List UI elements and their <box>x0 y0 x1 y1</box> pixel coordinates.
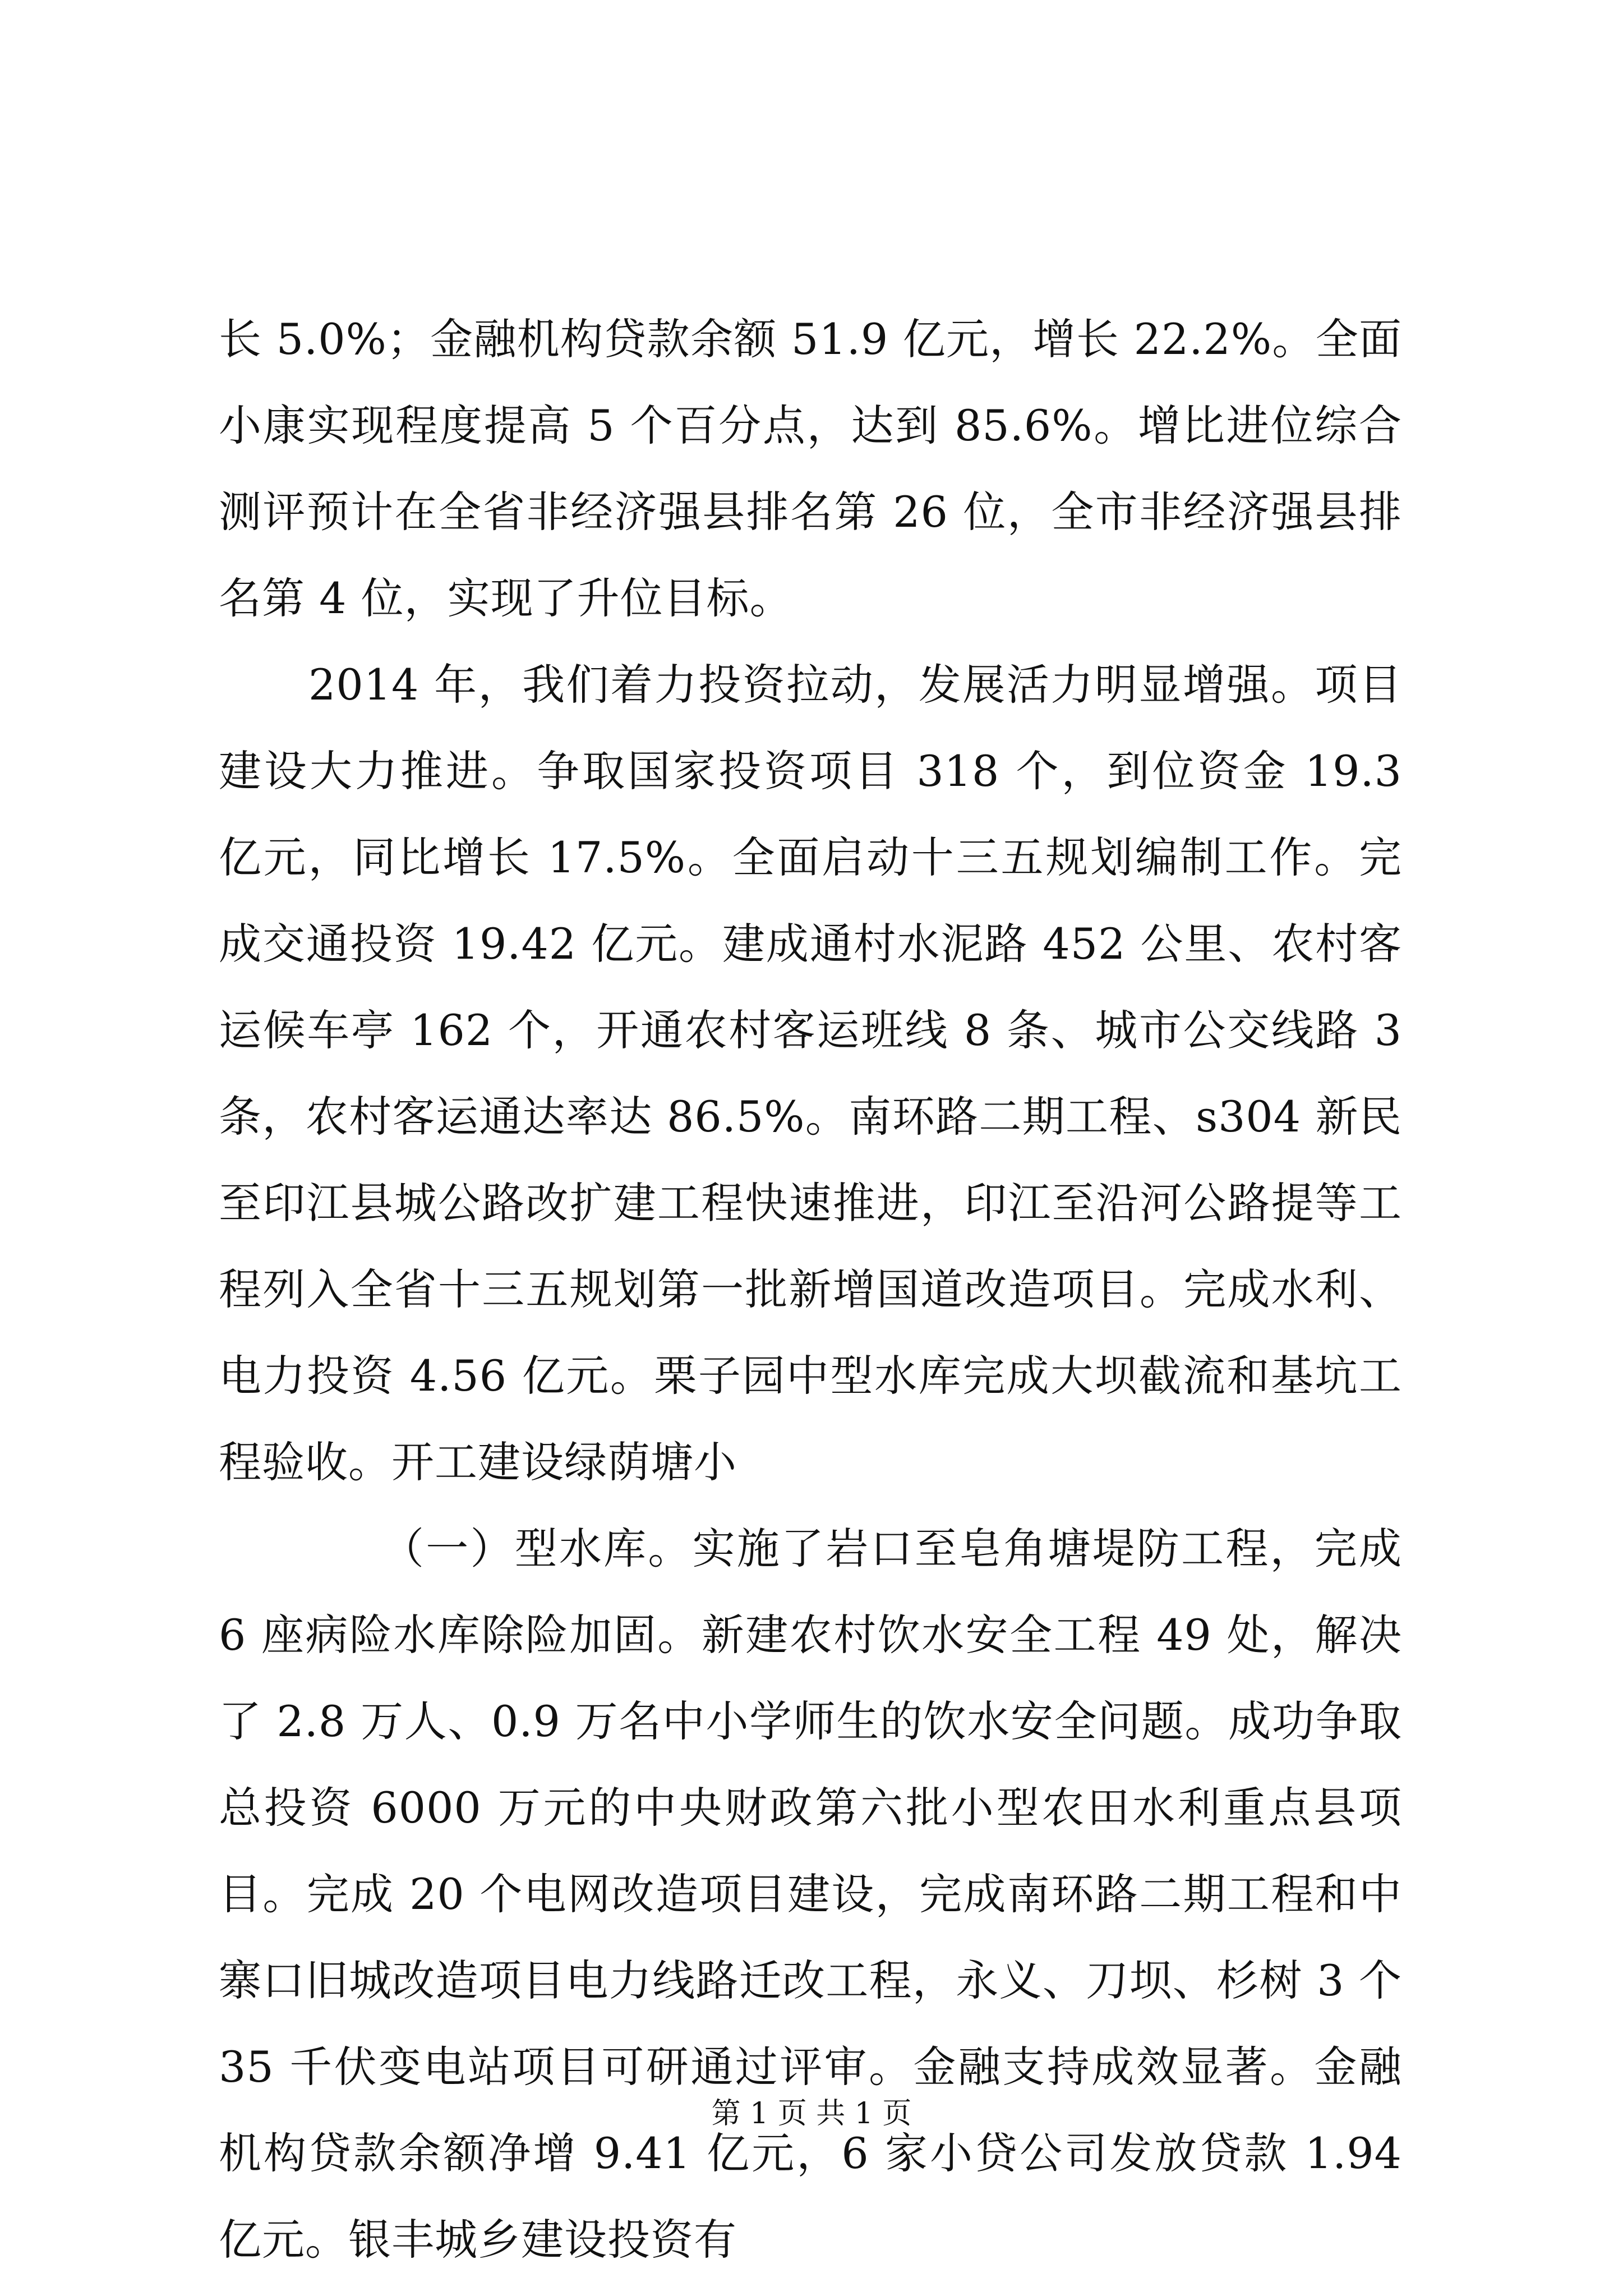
paragraph-investment: 2014 年，我们着力投资拉动，发展活力明显增强。项目建设大力推进。争取国家投资项目 318 个，到位资金 19.3 亿元，同比增长 17.5%。全面启动十三五规划编制工作。完成交通投资 19.42 亿元。建成通村水泥路 452 公里、农村客运候车亭 162 个，开通农村客运班线 8 条、城市公交线路 3 条，农村客运通达率达 86.5%。南环路二期工程、s304 新民至印江县城公路改扩建工程快速推进，印江至沿河公路提等工程列入全省十三五规划第一批新增国道改造项目。完成水利、电力投资 4.56 亿元。栗子园中型水库完成大坝截流和基坑工程验收。开工建设绿荫塘小 <box>219 660 1402 1487</box>
document-body <box>219 296 1402 2283</box>
paragraph-water-projects: （一）型水库。实施了岩口至皂角塘堤防工程，完成 6 座病险水库除险加固。新建农村饮水安全工程 49 处，解决了 2.8 万人、0.9 万名中小学师生的饮水安全问题。成功争取总投资 6000 万元的中央财政第六批小型农田水利重点县项目。完成 20 个电网改造项目建设，完成南环路二期工程和中寨口旧城改造项目电力线路迁改工程，永义、刀坝、杉树 3 个 35 千伏变电站项目可研通过评审。金融支持成效显著。金融机构贷款余额净增 9.41 亿元，6 家小贷公司发放贷款 1.94 亿元。银丰城乡建设投资有 <box>219 1524 1402 2265</box>
page-footer: 第 1 页 共 1 页 <box>711 2097 912 2131</box>
paragraph-continuation: 长 5.0%；金融机构贷款余额 51.9 亿元，增长 22.2%。全面小康实现程度提高 5 个百分点，达到 85.6%。增比进位综合测评预计在全省非经济强县排名第 26 位，全市非经济强县排名第 4 位，实现了升位目标。 <box>219 314 1402 623</box>
